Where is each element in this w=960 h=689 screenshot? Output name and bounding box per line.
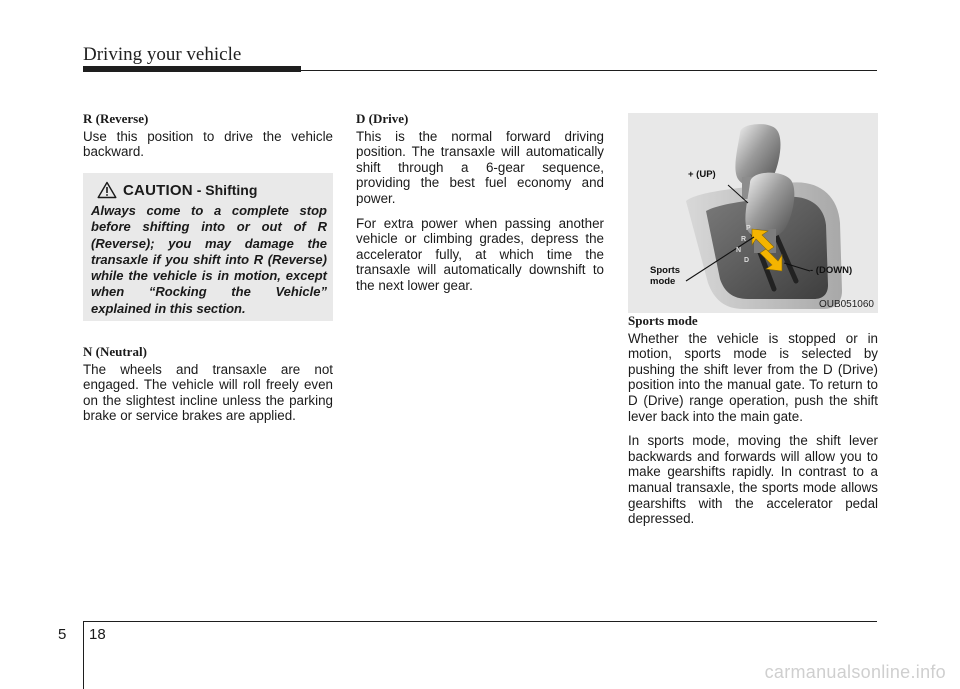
- drive-title: D (Drive): [356, 111, 409, 126]
- sports-mode-title: Sports mode: [628, 313, 698, 328]
- footer-divider: [83, 621, 84, 689]
- gate-letter-d: D: [744, 257, 750, 264]
- caution-text: Always come to a complete stop before shifting into or out of R (Reverse); you may damage the transaxle if you shift into R (Reverse) while the vehicle is in motion, except when “Rocking the Vehicle” explained in this section.: [91, 203, 327, 316]
- header-rule-thick: [83, 66, 301, 72]
- caution-heading: [97, 181, 257, 199]
- neutral-section: [83, 344, 333, 433]
- label-up: + (UP): [688, 169, 716, 180]
- sports-mode-text-1: Whether the vehicle is stopped or in motion, sports mode is selected by pushing the shift lever from the D (Drive) position into the manual gate. To return to D (Drive) range operation, push the shift lever back into the main gate.: [628, 330, 878, 424]
- neutral-text: The wheels and transaxle are not engaged. The vehicle will roll freely even on the slightest incline unless the parking brake or service brakes are applied.: [83, 361, 333, 424]
- watermark: carmanualsonline.info: [764, 662, 946, 682]
- reverse-text: Use this position to drive the vehicle backward.: [83, 128, 333, 160]
- sports-mode-text-2: In sports mode, moving the shift lever backwards and forwards will allow you to make gearshifts rapidly. In contrast to a manual transaxle, the sports mode allows gearshifts with the accelerator pedal depressed.: [628, 433, 878, 527]
- reverse-title: R (Reverse): [83, 111, 149, 126]
- gate-letter-p: P: [746, 225, 751, 232]
- figure-code: OUB051060: [818, 299, 874, 310]
- gate-letter-r: R: [741, 236, 747, 243]
- header-title: Driving your vehicle: [83, 44, 242, 65]
- drive-text-1: This is the normal forward driving position. The transaxle will automatically shift through a 6-gear sequence, providing the best fuel economy and power.: [356, 128, 604, 206]
- right-column: [628, 313, 878, 536]
- warning-triangle-icon: [97, 181, 117, 199]
- drive-text-2: For extra power when passing another vehicle or climbing grades, depress the accelerator fully, at which time the transaxle will automatically downshift to the next lower gear.: [356, 215, 604, 293]
- shift-lever-figure: [628, 113, 878, 313]
- caution-word: CAUTION: [123, 181, 193, 199]
- neutral-title: N (Neutral): [83, 344, 147, 359]
- middle-column: [356, 111, 604, 303]
- caution-box: [83, 173, 333, 321]
- caution-subtitle: - Shifting: [196, 182, 258, 198]
- label-down: - (DOWN): [810, 265, 853, 276]
- gate-letter-n: N: [736, 247, 742, 254]
- footer-rule: [83, 621, 877, 622]
- label-sports-mode: Sports mode: [650, 265, 681, 287]
- left-column: [83, 111, 333, 169]
- page-number: 18: [89, 626, 106, 643]
- chapter-number: 5: [58, 626, 67, 643]
- header-rule-thin: [301, 70, 877, 71]
